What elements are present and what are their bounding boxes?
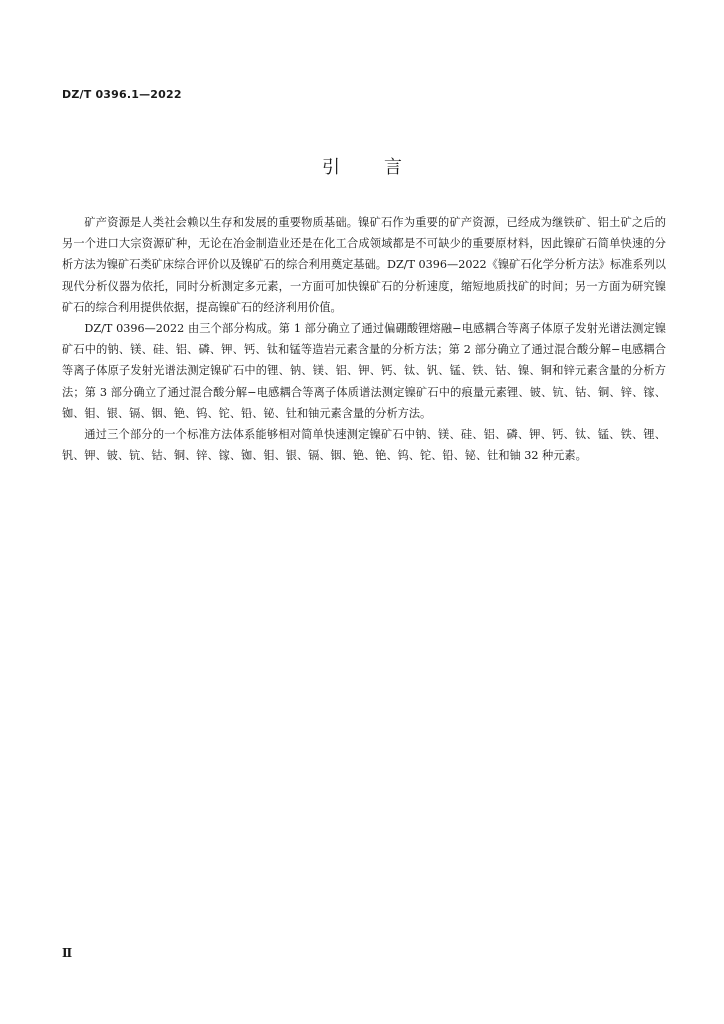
page-title: 引言 (322, 157, 446, 178)
paragraph-3: 通过三个部分的一个标准方法体系能够相对简单快速测定镍矿石中钠、镁、硅、铝、磷、钾、钙、钛、锰、铁、锂、钒、钾、铍、钪、钴、铜、锌、镓、铷、钼、银、镉、铟、铯、铯、钨、铊、铅、铋、钍和铀 32 种元素。 (62, 428, 666, 463)
document-body (62, 212, 666, 466)
standard-code: DZ/T 0396.1—2022 (62, 88, 182, 101)
page-number: Ⅱ (62, 946, 73, 960)
paragraph-2: DZ/T 0396—2022 由三个部分构成。第 1 部分确立了通过偏硼酸锂熔融−电感耦合等离子体原子发射光谱法测定镍矿石中的钠、镁、硅、铝、磷、钾、钙、钛和锰等造岩元素含量的分析方法；第 2 部分确立了通过混合酸分解−电感耦合等离子体原子发射光谱法测定镍矿石中的锂、钠、镁、铝、钾、钙、钛、钒、锰、铁、钴、镍、铜和锌元素含量的分析方法；第 3 部分确立了通过混合酸分解−电感耦合等离子体质谱法测定镍矿石中的痕量元素锂、铍、钪、钴、铜、锌、镓、铷、钼、银、镉、铟、铯、钨、铊、铅、铋、钍和铀元素含量的分析方法。 (62, 322, 666, 420)
paragraph-1: 矿产资源是人类社会赖以生存和发展的重要物质基础。镍矿石作为重要的矿产资源，已经成为继铁矿、铝土矿之后的另一个进口大宗资源矿种，无论在冶金制造业还是在化工合成领域都是不可缺少的重要原材料，因此镍矿石简单快速的分析方法为镍矿石类矿床综合评价以及镍矿石的综合利用奠定基础。DZ/T 0396—2022《镍矿石化学分析方法》标准系列以现代分析仪器为依托，同时分析测定多元素，一方面可加快镍矿石的分析速度，缩短地质找矿的时间；另一方面为研究镍矿石的综合利用提供依据，提高镍矿石的经济利用价值。 (62, 216, 666, 314)
